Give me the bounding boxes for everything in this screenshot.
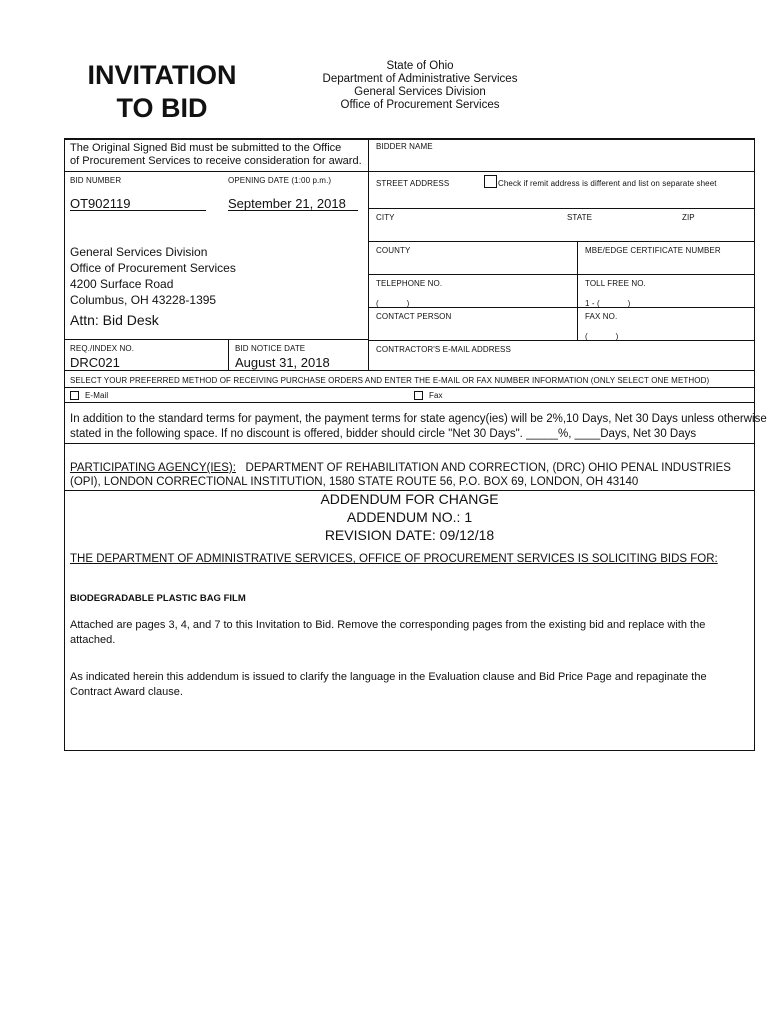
toll-free-label: TOLL FREE NO.	[585, 279, 646, 288]
toll-free-value[interactable]: 1 - ( )	[585, 299, 631, 308]
form-right-border	[754, 138, 755, 751]
agency-line-4: Office of Procurement Services	[340, 99, 500, 111]
address-line-4: Columbus, OH 43228-1395	[70, 293, 217, 307]
bid-notice-date: August 31, 2018	[235, 355, 330, 370]
soliciting-statement: THE DEPARTMENT OF ADMINISTRATIVE SERVICES, OFFICE OF PROCUREMENT SERVICES IS SOLICITING BIDS FOR:	[70, 553, 718, 565]
street-address-field[interactable]	[370, 190, 752, 206]
bid-number-underline	[70, 210, 206, 211]
terms-line-1: In addition to the standard terms for payment, the payment terms for state agency(ies) will be 2%,10 Days, Net 30 Days unless otherwise	[70, 413, 767, 425]
email-checkbox[interactable]	[70, 391, 79, 400]
right-split	[577, 241, 578, 340]
notice-line-1: The Original Signed Bid must be submitted to the Office	[70, 142, 342, 154]
street-address-label: STREET ADDRESS	[376, 179, 450, 188]
agency-line-2: Department of Administrative Services	[322, 73, 518, 85]
agency-header	[300, 60, 540, 112]
contractor-email-label: CONTRACTOR'S E-MAIL ADDRESS	[376, 345, 511, 354]
right-rule-2	[368, 208, 754, 209]
attn-line: Attn: Bid Desk	[70, 312, 159, 328]
addendum-line-2: ADDENDUM NO.: 1	[346, 509, 473, 525]
city-state-zip-field[interactable]	[370, 223, 752, 239]
method-instruction: SELECT YOUR PREFERRED METHOD OF RECEIVING PURCHASE ORDERS AND ENTER THE E-MAIL OR FAX NUMBER INFORMATION (ONLY SELECT ONE METHOD)	[70, 376, 710, 385]
title-line-2: TO BID	[116, 93, 208, 123]
remit-address-checkbox[interactable]	[484, 175, 497, 188]
product-title: BIODEGRADABLE PLASTIC BAG FILM	[70, 593, 246, 604]
participating-agencies	[70, 461, 752, 489]
right-rule-1	[368, 171, 754, 172]
right-rule-4	[368, 274, 754, 275]
req-index-value: DRC021	[70, 355, 120, 370]
participating-label: PARTICIPATING AGENCY(IES):	[70, 462, 236, 474]
county-field[interactable]	[370, 256, 575, 272]
address-line-2: Office of Procurement Services	[70, 261, 236, 275]
left-rule-1	[64, 171, 368, 172]
right-rule-6	[368, 340, 754, 341]
right-rule-3	[368, 241, 754, 242]
payment-terms	[70, 412, 767, 442]
bidder-name-label: BIDDER NAME	[376, 142, 433, 151]
mbe-certificate-field[interactable]	[579, 256, 752, 272]
row-rule-3	[64, 402, 755, 403]
remit-address-check-label: Check if remit address is different and list on separate sheet	[498, 179, 717, 188]
paragraph-1-line-1: Attached are pages 3, 4, and 7 to this Invitation to Bid. Remove the corresponding pages from the existing bid and replace with the	[70, 619, 706, 631]
agency-line-3: General Services Division	[354, 86, 486, 98]
req-index-label: REQ./INDEX NO.	[70, 344, 135, 353]
row-rule-4	[64, 443, 755, 444]
contractor-email-field[interactable]	[370, 355, 752, 369]
addendum-line-1: ADDENDUM FOR CHANGE	[320, 491, 499, 507]
addendum-paragraph-2	[70, 670, 752, 700]
zip-label: ZIP	[682, 213, 695, 222]
county-label: COUNTY	[376, 246, 411, 255]
submission-notice	[70, 142, 366, 168]
contact-person-label: CONTACT PERSON	[376, 312, 452, 321]
bidder-name-field[interactable]	[370, 152, 752, 169]
title-line-1: INVITATION	[87, 60, 237, 90]
row-rule-1	[64, 370, 755, 371]
email-option[interactable]	[70, 391, 108, 400]
bid-number: OT902119	[70, 196, 131, 211]
opening-date: September 21, 2018	[228, 196, 346, 211]
mbe-certificate-label: MBE/EDGE CERTIFICATE NUMBER	[585, 246, 721, 255]
bid-notice-date-label: BID NOTICE DATE	[235, 344, 306, 353]
address-line-3: 4200 Surface Road	[70, 277, 174, 291]
address-line-1: General Services Division	[70, 245, 208, 259]
agency-line-1: State of Ohio	[386, 60, 454, 72]
notice-line-2: of Procurement Services to receive consideration for award.	[70, 155, 362, 167]
addendum-heading	[64, 490, 755, 544]
telephone-label: TELEPHONE NO.	[376, 279, 443, 288]
right-rule-5	[368, 307, 754, 308]
email-option-label: E-Mail	[85, 391, 109, 400]
city-label: CITY	[376, 213, 395, 222]
fax-option[interactable]	[414, 391, 443, 400]
column-divider	[368, 138, 369, 370]
form-bottom-border	[64, 750, 755, 751]
state-label: STATE	[567, 213, 593, 222]
opening-date-underline	[228, 210, 358, 211]
document-title	[62, 62, 262, 122]
participating-line-2: (OPI), LONDON CORRECTIONAL INSTITUTION, 1580 STATE ROUTE 56, P.O. BOX 69, LONDON, OH 43140	[70, 476, 639, 488]
bid-number-label: BID NUMBER	[70, 176, 122, 185]
mailing-address	[70, 244, 236, 308]
fax-value[interactable]: ( )	[585, 332, 619, 341]
addendum-paragraph-1	[70, 618, 752, 648]
opening-date-label: OPENING DATE (1:00 p.m.)	[228, 176, 332, 185]
telephone-value[interactable]: ( )	[376, 299, 410, 308]
terms-line-2: stated in the following space. If no discount is offered, bidder should circle "Net 30 Days". _____%, ____Days, Net 30 Days	[70, 428, 697, 440]
addendum-line-3: REVISION DATE: 09/12/18	[324, 527, 495, 543]
paragraph-2-line-2: Contract Award clause.	[70, 686, 183, 698]
contact-person-field[interactable]	[370, 322, 575, 338]
fax-checkbox[interactable]	[414, 391, 423, 400]
row-rule-2	[64, 387, 755, 388]
paragraph-1-line-2: attached.	[70, 634, 116, 646]
left-split	[228, 339, 229, 370]
participating-line-1: DEPARTMENT OF REHABILITATION AND CORRECTION, (DRC) OHIO PENAL INDUSTRIES	[245, 462, 731, 474]
form-left-border	[64, 138, 65, 751]
paragraph-2-line-1: As indicated herein this addendum is issued to clarify the language in the Evaluation clause and Bid Price Page and repaginate the	[70, 671, 707, 683]
left-rule-2	[64, 339, 368, 340]
form-top-border	[64, 138, 755, 140]
fax-option-label: Fax	[429, 391, 443, 400]
fax-label: FAX NO.	[585, 312, 618, 321]
